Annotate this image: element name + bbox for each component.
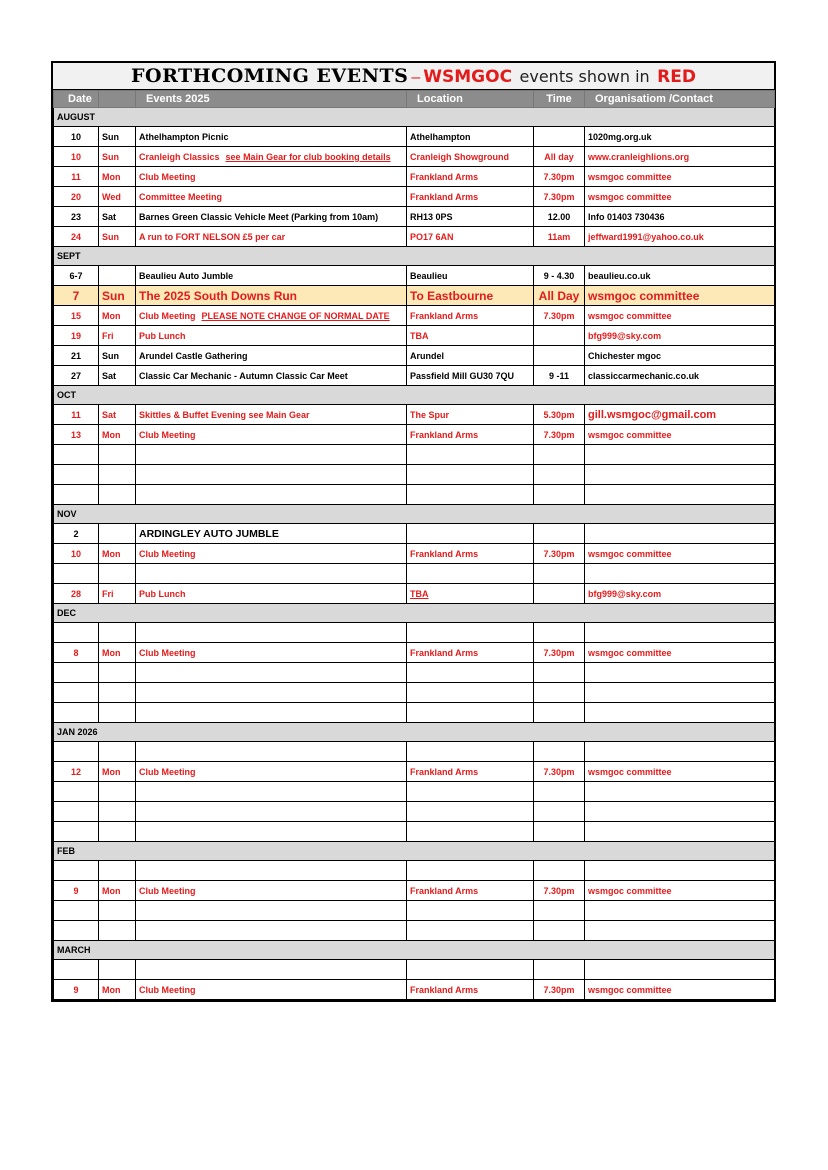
event-contact: wsmgoc committee (585, 762, 775, 782)
event-contact: bfg999@sky.com (585, 584, 775, 604)
event-contact: bfg999@sky.com (585, 326, 775, 346)
page-title (53, 63, 774, 90)
event-contact: beaulieu.co.uk (585, 266, 775, 286)
event-note: see Main Gear for club booking details (225, 151, 391, 162)
event-location: Frankland Arms (407, 306, 534, 326)
event-day: Sat (99, 366, 136, 386)
event-date: 28 (54, 584, 99, 604)
event-row (54, 980, 775, 1000)
section-label: DEC (54, 604, 775, 623)
event-name: Club Meeting (136, 167, 407, 187)
event-date (54, 623, 99, 643)
blank-row (54, 802, 775, 822)
event-name (136, 861, 407, 881)
event-date: 6-7 (54, 266, 99, 286)
event-row (54, 187, 775, 207)
event-location: PO17 6AN (407, 227, 534, 247)
blank-row (54, 683, 775, 703)
section-label: SEPT (54, 247, 775, 266)
event-location (407, 901, 534, 921)
location-text: TBA (410, 588, 429, 599)
event-name: Classic Car Mechanic - Autumn Classic Car Meet (136, 366, 407, 386)
event-location (407, 564, 534, 584)
event-day (99, 663, 136, 683)
event-location (407, 782, 534, 802)
event-date (54, 564, 99, 584)
event-row (54, 346, 775, 366)
event-day (99, 960, 136, 980)
section-label: NOV (54, 505, 775, 524)
event-row (54, 266, 775, 286)
event-time (534, 524, 585, 544)
title-middle: events shown in (519, 67, 650, 86)
event-name: Club Meeting (136, 881, 407, 901)
event-row (54, 544, 775, 564)
event-name (136, 782, 407, 802)
event-contact (585, 921, 775, 941)
event-contact: wsmgoc committee (585, 643, 775, 663)
event-location (407, 703, 534, 723)
event-time: 7.30pm (534, 881, 585, 901)
event-name (136, 623, 407, 643)
event-note: PLEASE NOTE CHANGE OF NORMAL DATE (201, 310, 390, 321)
event-day: Mon (99, 762, 136, 782)
event-name: Committee Meeting (136, 187, 407, 207)
section-row (54, 386, 775, 405)
event-location: Cranleigh Showground (407, 147, 534, 167)
event-day: Wed (99, 187, 136, 207)
event-time (534, 822, 585, 842)
section-label: JAN 2026 (54, 723, 775, 742)
event-date (54, 742, 99, 762)
event-day (99, 703, 136, 723)
event-contact: gill.wsmgoc@gmail.com (585, 405, 775, 425)
event-time: 7.30pm (534, 425, 585, 445)
event-date (54, 445, 99, 465)
event-date (54, 703, 99, 723)
event-location (407, 663, 534, 683)
event-contact: wsmgoc committee (585, 425, 775, 445)
event-title: Cranleigh Classics (139, 151, 220, 162)
event-name: Club Meeting (136, 425, 407, 445)
blank-row (54, 623, 775, 643)
header-date: Date (54, 91, 99, 108)
event-date: 24 (54, 227, 99, 247)
event-name: Club Meeting (136, 643, 407, 663)
event-time (534, 564, 585, 584)
blank-row (54, 465, 775, 485)
event-name (136, 822, 407, 842)
event-name: Club Meeting (136, 980, 407, 1000)
event-date: 23 (54, 207, 99, 227)
event-contact (585, 485, 775, 505)
event-location: Beaulieu (407, 266, 534, 286)
event-name: Pub Lunch (136, 584, 407, 604)
header-time: Time (534, 91, 585, 108)
event-date: 10 (54, 147, 99, 167)
blank-row (54, 663, 775, 683)
event-day (99, 524, 136, 544)
event-name (136, 147, 407, 167)
event-location: Frankland Arms (407, 544, 534, 564)
event-location: Frankland Arms (407, 881, 534, 901)
event-day: Sat (99, 207, 136, 227)
event-day: Sun (99, 127, 136, 147)
event-name: Arundel Castle Gathering (136, 346, 407, 366)
event-name: Pub Lunch (136, 326, 407, 346)
event-row (54, 524, 775, 544)
event-contact (585, 861, 775, 881)
blank-row (54, 921, 775, 941)
event-location (407, 445, 534, 465)
event-date (54, 861, 99, 881)
event-name: The 2025 South Downs Run (136, 286, 407, 306)
event-name: ARDINGLEY AUTO JUMBLE (136, 524, 407, 544)
event-location: Frankland Arms (407, 187, 534, 207)
event-day: Mon (99, 881, 136, 901)
event-day (99, 742, 136, 762)
section-label: FEB (54, 842, 775, 861)
event-date: 9 (54, 881, 99, 901)
event-name (136, 703, 407, 723)
event-row (54, 207, 775, 227)
event-time: 12.00 (534, 207, 585, 227)
section-row (54, 941, 775, 960)
event-day: Mon (99, 167, 136, 187)
title-red-word: RED (657, 67, 696, 87)
event-row (54, 584, 775, 604)
event-date (54, 960, 99, 980)
event-name: Barnes Green Classic Vehicle Meet (Parking from 10am) (136, 207, 407, 227)
event-name (136, 485, 407, 505)
event-time: 7.30pm (534, 643, 585, 663)
events-sheet (51, 61, 776, 1002)
event-day: Fri (99, 584, 136, 604)
event-time: 9 -11 (534, 366, 585, 386)
event-row (54, 881, 775, 901)
event-date (54, 663, 99, 683)
event-location (407, 524, 534, 544)
event-contact (585, 524, 775, 544)
event-contact: jeffward1991@yahoo.co.uk (585, 227, 775, 247)
event-name (136, 742, 407, 762)
event-name: A run to FORT NELSON £5 per car (136, 227, 407, 247)
event-time (534, 683, 585, 703)
event-name: Athelhampton Picnic (136, 127, 407, 147)
event-contact (585, 703, 775, 723)
title-dash: – (411, 69, 421, 86)
event-date (54, 802, 99, 822)
event-row (54, 286, 775, 306)
blank-row (54, 445, 775, 465)
event-day: Mon (99, 544, 136, 564)
event-row (54, 762, 775, 782)
event-row (54, 643, 775, 663)
event-contact (585, 564, 775, 584)
event-location (407, 683, 534, 703)
event-name (136, 960, 407, 980)
event-contact: wsmgoc committee (585, 544, 775, 564)
event-day (99, 683, 136, 703)
event-day (99, 861, 136, 881)
event-location: Arundel (407, 346, 534, 366)
event-time (534, 901, 585, 921)
event-day: Mon (99, 306, 136, 326)
event-date: 20 (54, 187, 99, 207)
event-day: Fri (99, 326, 136, 346)
event-date: 7 (54, 286, 99, 306)
event-day: Mon (99, 643, 136, 663)
event-contact: classiccarmechanic.co.uk (585, 366, 775, 386)
event-day (99, 802, 136, 822)
event-day: Sat (99, 405, 136, 425)
event-location (407, 742, 534, 762)
event-day: Sun (99, 346, 136, 366)
event-day (99, 564, 136, 584)
title-club: WSMGOC (423, 67, 513, 87)
section-label: OCT (54, 386, 775, 405)
event-time (534, 921, 585, 941)
event-row (54, 227, 775, 247)
event-location (407, 960, 534, 980)
event-day (99, 782, 136, 802)
event-time (534, 663, 585, 683)
event-contact: 1020mg.org.uk (585, 127, 775, 147)
event-time (534, 485, 585, 505)
events-table (53, 90, 775, 1000)
event-day (99, 445, 136, 465)
event-date: 2 (54, 524, 99, 544)
section-row (54, 505, 775, 524)
header-day (99, 91, 136, 108)
event-time (534, 782, 585, 802)
event-time (534, 445, 585, 465)
event-date (54, 822, 99, 842)
event-time (534, 623, 585, 643)
event-row (54, 366, 775, 386)
event-name: Club Meeting (136, 762, 407, 782)
event-name (136, 683, 407, 703)
event-date: 8 (54, 643, 99, 663)
event-day: Sun (99, 286, 136, 306)
event-location: Passfield Mill GU30 7QU (407, 366, 534, 386)
event-contact: Chichester mgoc (585, 346, 775, 366)
event-name (136, 802, 407, 822)
header-location: Location (407, 91, 534, 108)
event-row (54, 167, 775, 187)
event-row (54, 425, 775, 445)
event-row (54, 326, 775, 346)
blank-row (54, 742, 775, 762)
event-time (534, 742, 585, 762)
event-day (99, 623, 136, 643)
event-day (99, 465, 136, 485)
event-time (534, 346, 585, 366)
event-name (136, 564, 407, 584)
event-time (534, 127, 585, 147)
event-contact: wsmgoc committee (585, 187, 775, 207)
event-contact (585, 445, 775, 465)
event-contact (585, 802, 775, 822)
event-time: 11am (534, 227, 585, 247)
event-row (54, 147, 775, 167)
event-location: Frankland Arms (407, 762, 534, 782)
event-time (534, 584, 585, 604)
event-time: 7.30pm (534, 306, 585, 326)
event-date: 15 (54, 306, 99, 326)
event-row (54, 405, 775, 425)
blank-row (54, 960, 775, 980)
event-date: 9 (54, 980, 99, 1000)
event-title: Club Meeting (139, 310, 196, 321)
event-location (407, 822, 534, 842)
event-location: To Eastbourne (407, 286, 534, 306)
event-date (54, 465, 99, 485)
event-time: 7.30pm (534, 544, 585, 564)
event-location: Frankland Arms (407, 643, 534, 663)
event-location (407, 802, 534, 822)
event-contact: www.cranleighlions.org (585, 147, 775, 167)
event-day: Sun (99, 227, 136, 247)
event-day: Mon (99, 980, 136, 1000)
event-location: The Spur (407, 405, 534, 425)
event-location: Athelhampton (407, 127, 534, 147)
event-day (99, 485, 136, 505)
event-name: Skittles & Buffet Evening see Main Gear (136, 405, 407, 425)
event-contact: wsmgoc committee (585, 881, 775, 901)
event-date (54, 782, 99, 802)
event-contact (585, 782, 775, 802)
event-day (99, 266, 136, 286)
header-row (54, 91, 775, 108)
event-date (54, 901, 99, 921)
event-date: 12 (54, 762, 99, 782)
event-date: 11 (54, 167, 99, 187)
event-time (534, 960, 585, 980)
event-location (407, 861, 534, 881)
event-time: 7.30pm (534, 187, 585, 207)
blank-row (54, 822, 775, 842)
event-date (54, 683, 99, 703)
event-name (136, 921, 407, 941)
blank-row (54, 861, 775, 881)
event-time: 5.30pm (534, 405, 585, 425)
event-location: Frankland Arms (407, 425, 534, 445)
event-contact (585, 465, 775, 485)
events-body (54, 108, 775, 1000)
event-location (407, 921, 534, 941)
event-day: Mon (99, 425, 136, 445)
event-name (136, 445, 407, 465)
blank-row (54, 564, 775, 584)
header-contact: Organisatiom /Contact (585, 91, 775, 108)
event-date (54, 921, 99, 941)
event-date: 10 (54, 127, 99, 147)
event-contact (585, 822, 775, 842)
blank-row (54, 901, 775, 921)
section-row (54, 723, 775, 742)
event-contact (585, 623, 775, 643)
event-contact: Info 01403 730436 (585, 207, 775, 227)
event-time (534, 326, 585, 346)
event-name: Club Meeting (136, 544, 407, 564)
section-row (54, 842, 775, 861)
section-label: AUGUST (54, 108, 775, 127)
event-location: TBA (407, 326, 534, 346)
section-row (54, 108, 775, 127)
event-contact: wsmgoc committee (585, 167, 775, 187)
event-time (534, 703, 585, 723)
event-time: 7.30pm (534, 762, 585, 782)
section-label: MARCH (54, 941, 775, 960)
event-location (407, 584, 534, 604)
event-contact (585, 901, 775, 921)
event-location: RH13 0PS (407, 207, 534, 227)
event-contact (585, 742, 775, 762)
event-time: 7.30pm (534, 167, 585, 187)
event-row (54, 127, 775, 147)
header-events: Events 2025 (136, 91, 407, 108)
event-time (534, 465, 585, 485)
blank-row (54, 485, 775, 505)
event-contact (585, 683, 775, 703)
event-date: 10 (54, 544, 99, 564)
event-time: 7.30pm (534, 980, 585, 1000)
event-time: All day (534, 147, 585, 167)
event-name (136, 306, 407, 326)
event-time: 9 - 4.30 (534, 266, 585, 286)
title-main: FORTHCOMING EVENTS (131, 65, 409, 87)
event-date (54, 485, 99, 505)
event-row (54, 306, 775, 326)
event-name (136, 663, 407, 683)
event-day: Sun (99, 147, 136, 167)
event-contact: wsmgoc committee (585, 980, 775, 1000)
event-day (99, 921, 136, 941)
event-contact (585, 663, 775, 683)
event-contact: wsmgoc committee (585, 286, 775, 306)
event-time: All Day (534, 286, 585, 306)
event-date: 11 (54, 405, 99, 425)
event-time (534, 861, 585, 881)
event-location: Frankland Arms (407, 167, 534, 187)
event-date: 19 (54, 326, 99, 346)
event-time (534, 802, 585, 822)
event-date: 21 (54, 346, 99, 366)
event-name (136, 901, 407, 921)
event-location: Frankland Arms (407, 980, 534, 1000)
section-row (54, 247, 775, 266)
event-location (407, 465, 534, 485)
event-contact (585, 960, 775, 980)
blank-row (54, 703, 775, 723)
event-location (407, 623, 534, 643)
event-day (99, 822, 136, 842)
event-date: 13 (54, 425, 99, 445)
event-name: Beaulieu Auto Jumble (136, 266, 407, 286)
event-day (99, 901, 136, 921)
blank-row (54, 782, 775, 802)
event-contact: wsmgoc committee (585, 306, 775, 326)
section-row (54, 604, 775, 623)
event-date: 27 (54, 366, 99, 386)
event-location (407, 485, 534, 505)
event-name (136, 465, 407, 485)
